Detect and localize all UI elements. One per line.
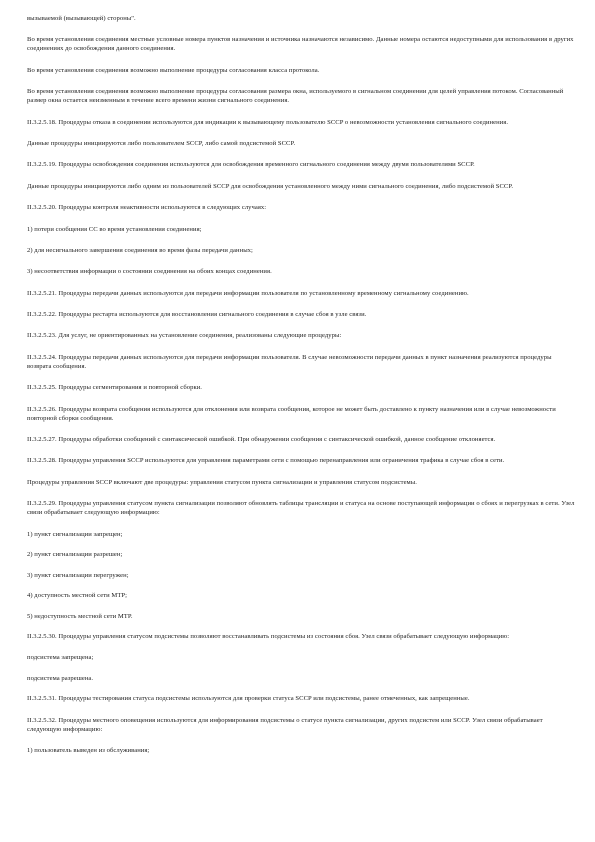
paragraph: II.3.2.5.20. Процедуры контроля неактивности используются в следующих случаях: [27,204,267,212]
paragraph: Во время установления соединения возможно выполнение процедуры согласования класса протокола. [27,66,320,74]
paragraph: II.3.2.5.32. Процедуры местного оповещения используются для информирования подсистемы о статусе пункта сигнализации, других подсистем или SCCP. Узел связи обрабатывает следующую информацию: [27,716,543,733]
paragraph: Во время установления соединения местные условные номера пунктов назначения и источника назначаются независимо. Данные номера остаются недоступными для использования в других соединениях до освобождения данного соединения. [27,36,574,53]
paragraph: II.3.2.5.22. Процедуры рестарта используются для восстановления сигнального соединения в случае сбоя в узле связи. [27,311,367,319]
paragraph: II.3.2.5.23. Для услуг, не ориентированных на установление соединения, реализованы следующие процедуры: [27,332,342,340]
paragraph: Во время установления соединения возможно выполнение процедуры согласования размера окна, используемого в сигнальном соединении для целей управления потоком. Согласованный размер окна остается неизменным в течение всего времени жизни сигнального соединения. [27,88,564,105]
list-item: подсистема запрещена; [27,654,94,662]
list-item: 3) несоответствия информации о состоянии соединения на обоих концах соединения. [27,268,272,276]
paragraph: II.3.2.5.26. Процедуры возврата сообщения используются для отклонения или возврата сообщения, которое не может быть доставлено к пункту назначения или в случае невозможности повторной сборки сообщения. [27,405,556,422]
list-item: 1) пользователь выведен из обслуживания; [27,747,150,755]
paragraph: II.3.2.5.29. Процедуры управления статусом пункта сигнализации позволяют обновлять таблицы трансляции и статуса на основе поступающей информации о сбоях и перегрузках в сети. Узел связи обрабатывает следующую информацию: [27,500,575,517]
list-item: подсистема разрешена. [27,674,94,682]
paragraph: II.3.2.5.21. Процедуры передачи данных используются для передачи информации пользователя по установленному временному сигнальному соединению. [27,289,469,297]
list-item: 5) недоступность местной сети MTP. [27,612,133,620]
paragraph-continuation: вызываемой (вызывающей) стороны". [27,15,136,22]
list-item: 2) пункт сигнализации разрешен; [27,551,123,559]
list-item: 2) для несигнального завершения соединения во время фазы передачи данных; [27,246,253,254]
paragraph: II.3.2.5.31. Процедуры тестирования статуса подсистемы используются для проверки статуса SCCP или подсистемы, ранее отмеченных, как запрещенные. [27,695,470,703]
paragraph: II.3.2.5.24. Процедуры передачи данных используются для передачи информации пользователя. В случае невозможности передачи данных в пункт назначения реализуются процедуры возврата сообщения. [27,353,552,370]
paragraph: II.3.2.5.30. Процедуры управления статусом подсистемы позволяют восстанавливать подсистемы из состояния сбоя. Узел связи обрабатывает следующую информацию: [27,633,510,641]
paragraph: II.3.2.5.19. Процедуры освобождения соединения используются для освобождения временного сигнального соединения между двумя пользователями SCCP. [27,161,475,169]
paragraph: Данные процедуры инициируются либо одним из пользователей SCCP для освобождения установленного между ними сигнального соединения, либо подсистемой SCCP. [27,182,514,190]
list-item: 3) пункт сигнализации перегружен; [27,571,129,579]
list-item: 1) потери сообщения CC во время установления соединения; [27,225,202,233]
paragraph: II.3.2.5.27. Процедуры обработки сообщений с синтаксической ошибкой. При обнаружении сообщения с синтаксической ошибкой, данное сообщение отклоняется. [27,436,496,444]
paragraph: II.3.2.5.25. Процедуры сегментирования и повторной сборки. [27,384,202,392]
paragraph: II.3.2.5.18. Процедуры отказа в соединении используются для индикации к вызывающему пользователю SCCP о невозможности установления сигнального соединения. [27,118,509,126]
list-item: 1) пункт сигнализации запрещен; [27,530,123,538]
paragraph: Данные процедуры инициируются либо пользователем SCCP, либо самой подсистемой SCCP. [27,139,296,147]
paragraph: Процедуры управления SCCP включают две процедуры: управления статусом пункта сигнализации и управления статусом подсистемы. [27,478,417,486]
list-item: 4) доступность местной сети MTP; [27,592,128,600]
paragraph: II.3.2.5.28. Процедуры управления SCCP используются для управления параметрами сети с помощью перенаправления или ограничения трафика в случае сбоя в сети. [27,457,505,465]
